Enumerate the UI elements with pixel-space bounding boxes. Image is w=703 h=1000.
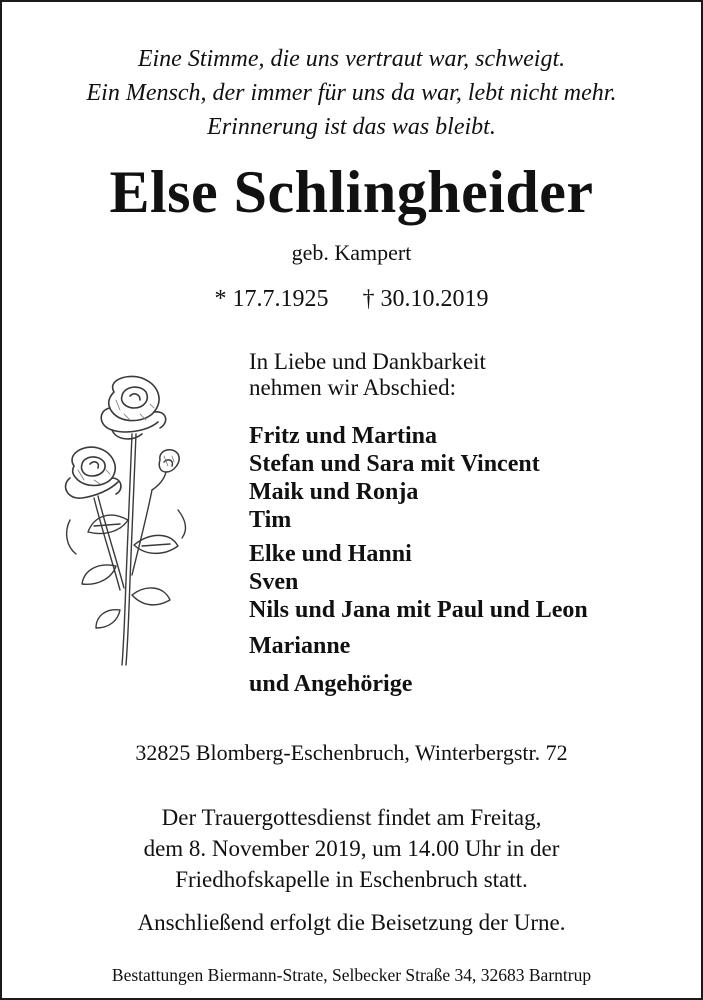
service-line: dem 8. November 2019, um 14.00 Uhr in der — [143, 836, 560, 861]
rose-icon — [54, 370, 214, 670]
mourner: Marianne — [249, 633, 351, 659]
mourner: Sven — [249, 569, 299, 595]
service-info — [2, 802, 701, 895]
service-line: Friedhofskapelle in Eschenbruch statt. — [175, 867, 528, 892]
poem-line: Eine Stimme, die uns vertraut war, schweigt. — [137, 46, 566, 72]
deceased-name: Else Schlingheider — [109, 159, 594, 225]
maiden-name: geb. Kampert — [291, 240, 412, 265]
mourner: und Angehörige — [249, 671, 413, 697]
burial-info: Anschließend erfolgt die Beisetzung der Urne. — [137, 910, 566, 935]
poem — [2, 42, 701, 144]
undertaker-info: Bestattungen Biermann-Strate, Selbecker Straße 34, 32683 Barntrup — [111, 965, 592, 985]
intro-line: nehmen wir Abschied: — [249, 375, 456, 400]
mourner: Elke und Hanni — [249, 541, 412, 567]
service-line: Der Trauergottesdienst findet am Freitag, — [161, 805, 542, 830]
mourner: Maik und Ronja — [249, 479, 419, 505]
poem-line: Erinnerung ist das was bleibt. — [207, 114, 496, 140]
poem-line: Ein Mensch, der immer für uns da war, lebt nicht mehr. — [86, 80, 617, 106]
life-dates — [2, 286, 701, 313]
mourner: Stefan und Sara mit Vincent — [249, 451, 540, 477]
intro-line: In Liebe und Dankbarkeit — [249, 349, 486, 374]
mourner: Tim — [249, 507, 292, 533]
mourner: Nils und Jana mit Paul und Leon — [249, 597, 588, 623]
mourner: Fritz und Martina — [249, 423, 437, 449]
farewell-intro — [249, 349, 486, 401]
death-date: † 30.10.2019 — [362, 286, 489, 312]
mourners-list — [249, 422, 588, 698]
family-address: 32825 Blomberg-Eschenbruch, Winterbergstr. 72 — [135, 740, 568, 765]
birth-date: * 17.7.1925 — [214, 286, 329, 312]
